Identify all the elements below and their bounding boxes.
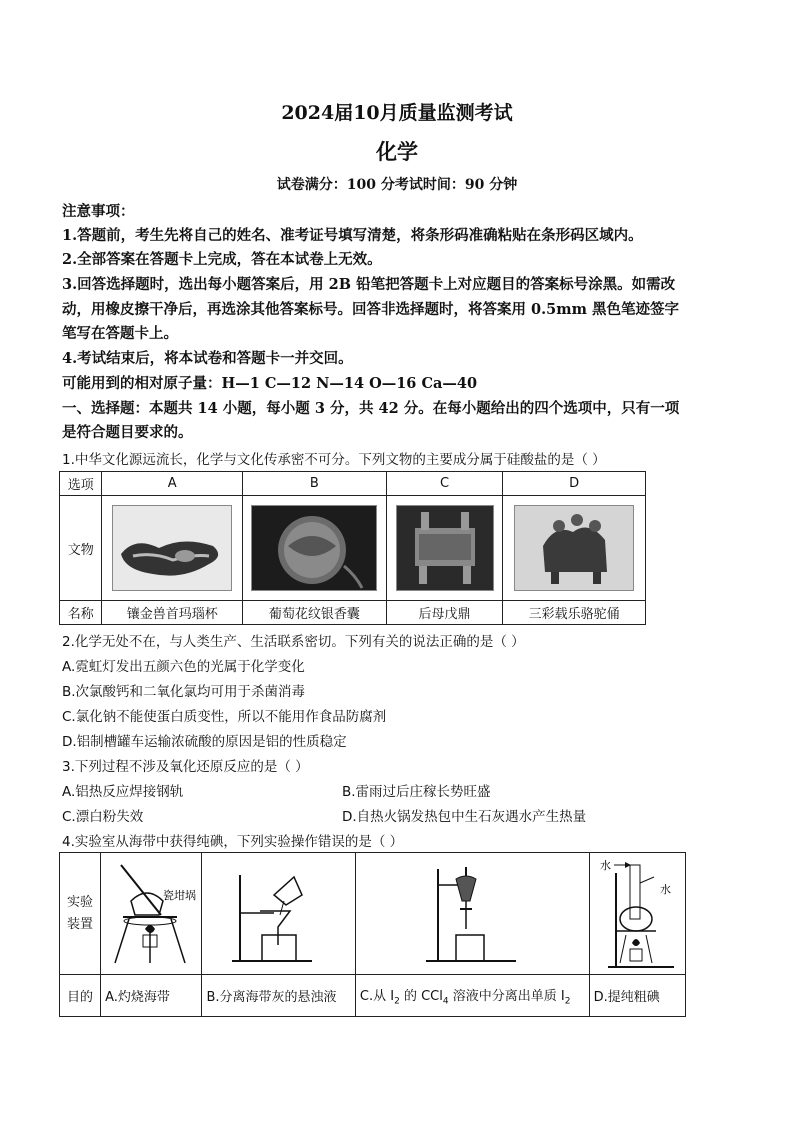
water-out-label: 水: [659, 882, 671, 896]
q1-option-c: C: [386, 472, 503, 496]
q1-option-b: B: [243, 472, 387, 496]
note-2: 2.全部答案在答题卡上完成，答在本试卷上无效。: [62, 251, 382, 268]
q2-option-c: C.氯化钠不能使蛋白质变性，所以不能用作食品防腐剂: [62, 709, 387, 725]
note-3a: 3.回答选择题时，选出每小题答案后，用 2B 铅笔把答题卡上对应题目的答案标号涂黑。如需改: [62, 276, 676, 293]
purpose-c-part2: 的 CCl: [399, 988, 443, 1004]
purpose-c-part3: 溶液中分离出单质 I: [448, 988, 565, 1004]
apparatus-c-cell: [355, 853, 589, 975]
q1-option-a: A: [102, 472, 243, 496]
q3-stem: 3.下列过程不涉及氧化还原反应的是（ ）: [62, 759, 309, 775]
q2-option-b: B.次氯酸钙和二氧化氯均可用于杀菌消毒: [62, 684, 306, 700]
q4-row-purpose: 目的: [60, 975, 101, 1017]
q1-row-option: 选项: [60, 472, 102, 496]
sublimation-diagram: [590, 855, 685, 973]
subject-title: 化学: [376, 139, 418, 164]
q4-row-apparatus-line1: 实验: [67, 894, 94, 910]
artifact-d-cell: [503, 496, 646, 601]
q1-option-d: D: [503, 472, 646, 496]
note-1: 1.答题前，考生先将自己的姓名、准考证号填写清楚，将条形码准确粘贴在条形码区域内。: [62, 227, 643, 244]
burning-crucible-diagram: [101, 855, 201, 973]
q1-row-item: 文物: [60, 496, 102, 601]
atomic-masses: 可能用到的相对原子量：H—1 C—12 N—14 O—16 Ca—40: [62, 375, 478, 392]
purpose-a: A.灼烧海带: [101, 975, 202, 1017]
q4-stem: 4.实验室从海带中获得纯碘，下列实验操作错误的是（ ）: [62, 834, 404, 850]
artifact-d-name: 三彩载乐骆驼俑: [503, 601, 646, 625]
apparatus-d-cell: [589, 853, 685, 975]
camel-figurine-image: [514, 505, 634, 591]
q1-table: [59, 471, 646, 625]
crucible-label: 瓷坩埚: [163, 888, 197, 902]
notes-heading: 注意事项：: [62, 203, 135, 220]
exam-meta: 试卷满分：100 分考试时间：90 分钟: [276, 177, 518, 193]
q2-option-a: A.霓虹灯发出五颜六色的光属于化学变化: [62, 659, 305, 675]
q2-option-d: D.铝制槽罐车运输浓硫酸的原因是铝的性质稳定: [62, 734, 347, 750]
artifact-a-name: 镶金兽首玛瑙杯: [102, 601, 243, 625]
q1-row-name: 名称: [60, 601, 102, 625]
artifact-c-name: 后母戊鼎: [386, 601, 503, 625]
apparatus-b-cell: [202, 853, 355, 975]
artifact-b-cell: [243, 496, 387, 601]
filtration-diagram: [202, 855, 354, 973]
artifact-b-name: 葡萄花纹银香囊: [243, 601, 387, 625]
purpose-c-part1: C.从 I: [359, 988, 395, 1004]
ding-vessel-image: [396, 505, 494, 591]
artifact-a-cell: [102, 496, 243, 601]
section1-line2: 是符合题目要求的。: [62, 424, 193, 441]
q3-option-c: C.漂白粉失效: [62, 809, 144, 825]
q4-row-apparatus: [60, 853, 101, 975]
purpose-c-sub1: 2: [394, 996, 400, 1007]
silver-sachet-image: [251, 505, 377, 591]
q2-stem: 2.化学无处不在，与人类生产、生活联系密切。下列有关的说法正确的是（ ）: [62, 634, 525, 650]
artifact-c-cell: [386, 496, 503, 601]
section1-line1: 一、选择题：本题共 14 小题，每小题 3 分，共 42 分。在每小题给出的四个选项中，只有一项: [62, 400, 680, 417]
q3-option-b: B.雷雨过后庄稼长势旺盛: [342, 784, 491, 800]
note-3c: 笔写在答题卡上。: [62, 325, 178, 342]
q1-stem: 1.中华文化源远流长，化学与文化传承密不可分。下列文物的主要成分属于硅酸盐的是（ ）: [62, 452, 606, 468]
purpose-b: B.分离海带灰的悬浊液: [202, 975, 355, 1017]
exam-title: 2024届10月质量监测考试: [281, 102, 513, 124]
note-4: 4.考试结束后，将本试卷和答题卡一并交回。: [62, 350, 353, 367]
apparatus-a-cell: [101, 853, 202, 975]
purpose-c-sub3: 2: [564, 996, 571, 1007]
separatory-funnel-diagram: [356, 855, 588, 973]
q4-row-apparatus-line2: 装置: [67, 916, 94, 932]
note-3b: 动，用橡皮擦干净后，再选涂其他答案标号。回答非选择题时，将答案用 0.5mm 黑色笔迹签字: [62, 301, 680, 318]
q4-table: [59, 852, 686, 1017]
water-in-label: 水: [599, 858, 611, 872]
purpose-c: [355, 975, 589, 1017]
agate-cup-image: [112, 505, 232, 591]
q3-option-d: D.自热火锅发热包中生石灰遇水产生热量: [342, 809, 587, 825]
purpose-c-sub2: 4: [442, 996, 449, 1007]
purpose-d: D.提纯粗碘: [589, 975, 685, 1017]
q3-option-a: A.铝热反应焊接钢轨: [62, 784, 184, 800]
